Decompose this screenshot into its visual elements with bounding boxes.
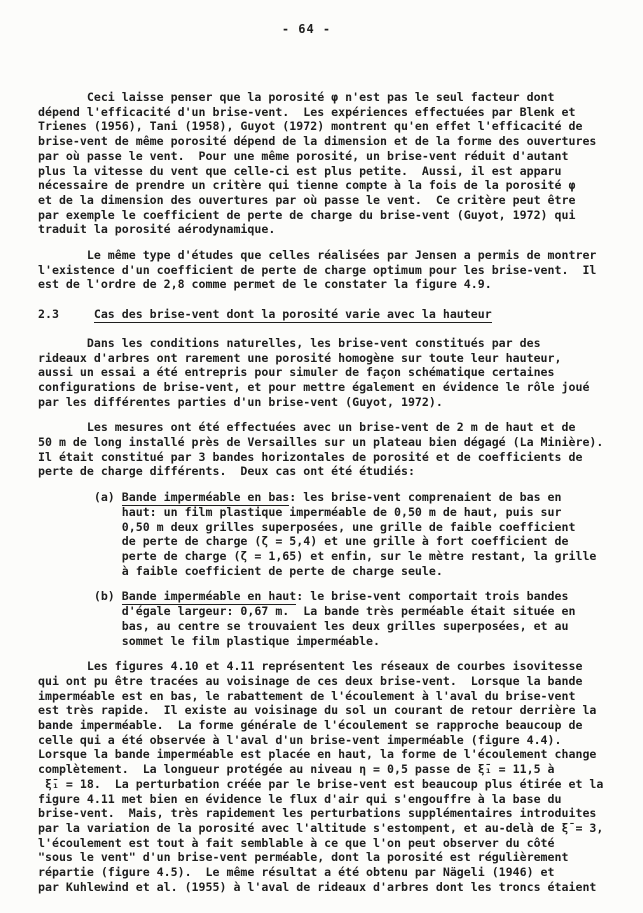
text-line: "sous le vent" d'un brise-vent perméable, dont la porosité est régulièrement: [38, 850, 569, 865]
text-line: Les figures 4.10 et 4.11 représentent les réseaux de courbes isovitesse: [38, 659, 583, 674]
list-item-a-impermeable-band-bottom: [38, 490, 629, 578]
text-line: à faible coefficient de perte de charge seule.: [38, 563, 443, 578]
paragraph-natural-conditions: [38, 336, 629, 410]
text-line: par Kuhlewind et al. (1955) à l'aval de rideaux d'arbres dont les troncs étaient: [38, 879, 597, 894]
text-line: par la variation de la porosité avec l'altitude s'estompent, et au-delà de ξ̄ = 3,: [38, 820, 604, 835]
paragraph-optimum-coefficient: [38, 248, 629, 292]
text-line: l'écoulement est tout à fait semblable à ce que l'on peut observer du côté: [38, 835, 555, 850]
text-line: Les mesures ont été effectuées avec un brise-vent de 2 m de haut et de: [38, 420, 576, 435]
text-line: et de la dimension des ouvertures par où passe le vent. Ce critère peut être: [38, 192, 576, 207]
text-line: figure 4.11 met bien en évidence le flux d'air qui s'engouffre à la base du: [38, 791, 562, 806]
text-line: Il était constitué par 3 bandes horizontales de porosité et de coefficients de: [38, 449, 583, 464]
text-line: par exemple le coefficient de perte de charge du brise-vent (Guyot, 1972) qui: [38, 207, 576, 222]
paragraph-measurements-versailles: [38, 420, 629, 479]
text-line: traduit la porosité aérodynamique.: [38, 222, 276, 237]
document-body: [38, 90, 629, 894]
text-line: dépend l'efficacité d'un brise-vent. Les expériences effectuées par Blenk et: [38, 104, 576, 119]
text-line: celle qui a été observée à l'aval d'un brise-vent imperméable (figure 4.4).: [38, 732, 562, 747]
text-line: bas, au centre se trouvaient les deux grilles superposées, et au: [38, 618, 569, 633]
text-line: sommet le film plastique imperméable.: [38, 633, 381, 648]
text-line: d'égale largeur: 0,67 m. La bande très perméable était située en: [38, 604, 576, 619]
text-line: ξ̄₁ = 18. La perturbation créée par le brise-vent est beaucoup plus étirée et la: [38, 776, 604, 791]
text-line: imperméable est en bas, le rabattement de l'écoulement à l'aval du brise-vent: [38, 688, 576, 703]
text-line: Lorsque la bande imperméable est placée en haut, la forme de l'écoulement change: [38, 747, 597, 762]
list-marker: (b): [38, 589, 122, 604]
text-line: Trienes (1956), Tani (1958), Guyot (1972) montrent qu'en effet l'efficacité de: [38, 119, 583, 134]
text-line: rideaux d'arbres ont rarement une porosité homogène sur toute leur hauteur,: [38, 350, 562, 365]
text-line: [38, 490, 629, 505]
text-line: qui ont pu être tracées au voisinage de ces deux brise-vent. Lorsque la bande: [38, 673, 583, 688]
list-item-lead-rest: : le brise-vent comportait trois bandes: [296, 589, 569, 604]
text-line: de perte de charge (ζ = 5,4) et une grille à fort coefficient de: [38, 534, 569, 549]
list-item-b-impermeable-band-top: [38, 589, 629, 648]
text-line: 0,50 m deux grilles superposées, une grille de faible coefficient: [38, 519, 576, 534]
paragraph-porosity-not-only-factor: [38, 90, 629, 237]
text-line: est de l'ordre de 2,8 comme permet de le constater la figure 4.9.: [38, 277, 492, 292]
text-line: perte de charge différents. Deux cas ont été étudiés:: [38, 464, 415, 479]
text-line: aussi un essai a été entrepris pour simuler de façon schématique certaines: [38, 365, 555, 380]
text-line: par les différentes parties d'un brise-vent (Guyot, 1972).: [38, 394, 443, 409]
text-line: [38, 589, 629, 604]
section-number: 2.3: [38, 307, 94, 322]
text-line: par où passe le vent. Pour une même porosité, un brise-vent réduit d'autant: [38, 148, 569, 163]
text-line: complètement. La longueur protégée au niveau η = 0,5 passe de ξ̄₁ = 11,5 à: [38, 762, 555, 777]
list-item-lead: Bande imperméable en haut: [121, 589, 297, 604]
text-line: brise-vent de même porosité dépend de la dimension et de la forme des ouvertures: [38, 134, 597, 149]
section-heading-2-3: [38, 307, 629, 322]
text-line: nécessaire de prendre un critère qui tienne compte à la fois de la porosité φ: [38, 178, 576, 193]
paragraph-isovelocity-curves: [38, 659, 629, 894]
section-title: Cas des brise-vent dont la porosité varie avec la hauteur: [93, 307, 492, 322]
list-item-lead-rest: : les brise-vent comprenaient de bas en: [289, 490, 562, 505]
text-line: brise-vent. Mais, très rapidement les perturbations supplémentaires introduites: [38, 806, 597, 821]
text-line: Dans les conditions naturelles, les brise-vent constitués par des: [38, 335, 541, 350]
text-line: est très rapide. Il existe au voisinage du sol un courant de retour derrière la: [38, 703, 597, 718]
text-line: perte de charge (ζ = 1,65) et enfin, sur le mètre restant, la grille: [38, 548, 597, 563]
page-number: - 64 -: [281, 22, 332, 36]
text-line: haut: un film plastique imperméable de 0,50 m de haut, puis sur: [38, 504, 562, 519]
text-line: plus la vitesse du vent que celle-ci est plus petite. Aussi, il est apparu: [38, 163, 562, 178]
text-line: [38, 307, 629, 322]
text-line: répartie (figure 4.5). Le même résultat a été obtenu par Nägeli (1946) et: [38, 865, 555, 880]
text-line: l'existence d'un coefficient de perte de charge optimum pour les brise-vent. Il: [38, 262, 597, 277]
list-item-lead: Bande imperméable en bas: [121, 490, 290, 505]
text-line: Ceci laisse penser que la porosité φ n'est pas le seul facteur dont: [38, 90, 555, 104]
text-line: bande imperméable. La forme générale de l'écoulement se rapproche beaucoup de: [38, 718, 583, 733]
text-line: Le même type d'études que celles réalisées par Jensen a permis de montrer: [38, 248, 597, 263]
text-line: 50 m de long installé près de Versailles sur un plateau bien dégagé (La Minière).: [38, 435, 604, 450]
list-marker: (a): [38, 490, 122, 505]
text-line: configurations de brise-vent, et pour mettre également en évidence le rôle joué: [38, 379, 590, 394]
